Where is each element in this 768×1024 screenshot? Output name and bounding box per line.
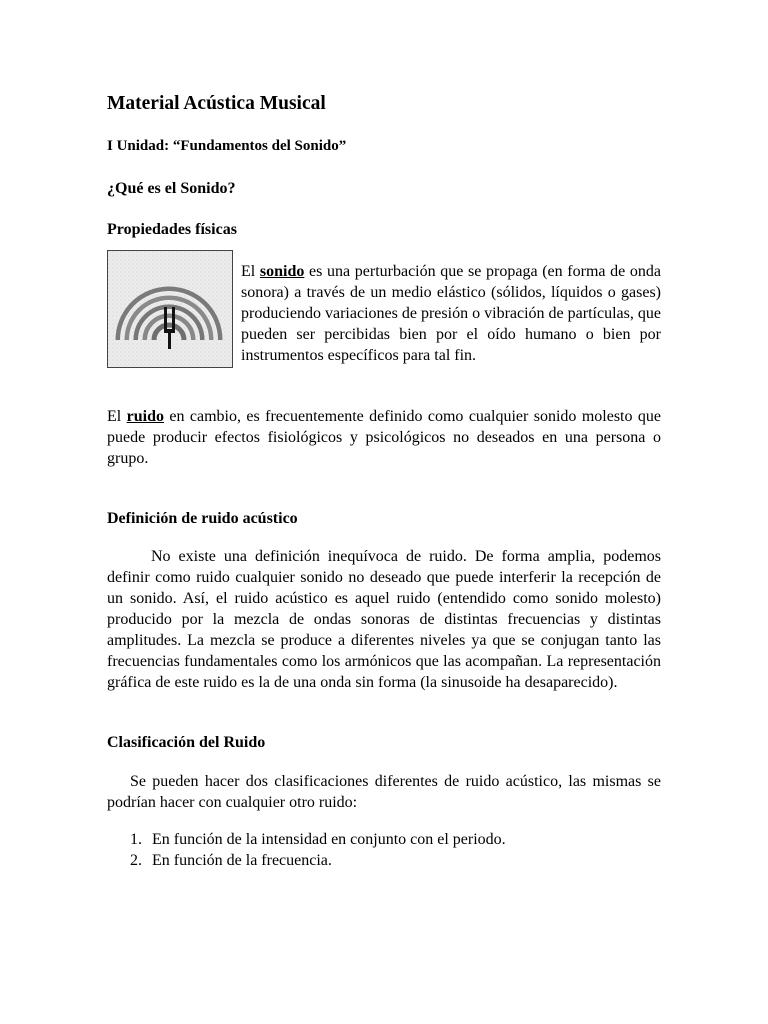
list-number: 1. [130, 831, 142, 848]
list-number: 2. [130, 852, 142, 869]
section-heading-classification: Clasificación del Ruido [107, 734, 266, 751]
keyword-sonido: sonido [259, 263, 305, 280]
list-item-text: En función de la frecuencia. [152, 852, 332, 869]
document-title: Material Acústica Musical [107, 93, 326, 114]
classification-paragraph [107, 771, 661, 813]
question-heading: ¿Qué es el Sonido? [107, 180, 236, 197]
paragraph-text: No existe una definición inequívoca de ruido. De forma amplia, podemos definir como ruido cualquier sonido no deseado que puede interferir la recepción de un sonido. Así, el ruido acústico es aquel ruido (entendido como sonido molesto) producido por la mezcla de ondas sonoras de distintas frecuencias y distintas amplitudes. La mezcla se produce a diferentes niveles ya que se conjugan tanto las frecuencias fundamentales como los armónicos que las acompañan. La representación gráfica de este ruido es la de una onda sin forma (la sinusoide ha desaparecido). [107, 548, 661, 691]
section-heading-properties: Propiedades físicas [107, 221, 237, 238]
ruido-paragraph [107, 406, 661, 469]
list-item-text: En función de la intensidad en conjunto con el periodo. [152, 831, 506, 848]
sonido-paragraph [241, 261, 661, 366]
list-item [107, 850, 506, 871]
classification-list [107, 829, 506, 871]
keyword-ruido: ruido [126, 408, 164, 425]
list-item [107, 829, 506, 850]
paragraph-text: es una perturbación que se propaga (en forma de onda sonora) a través de un medio elástico (sólidos, líquidos o gases) produciendo variaciones de presión o vibración de partículas, que pueden ser percibidas bien por el oído humano o bien por instrumentos específicos para tal fin. [241, 263, 662, 364]
section-heading-definition: Definición de ruido acústico [107, 510, 298, 527]
unit-heading: I Unidad: “Fundamentos del Sonido” [107, 138, 347, 154]
definition-paragraph [107, 546, 661, 693]
paragraph-text: El [241, 263, 260, 280]
tuning-fork-sound-waves-icon [107, 250, 233, 368]
paragraph-text: en cambio, es frecuentemente definido como cualquier sonido molesto que puede producir efectos fisiológicos y psicológicos no deseados en una persona o grupo. [107, 408, 662, 467]
paragraph-text: El [107, 408, 127, 425]
paragraph-text: Se pueden hacer dos clasificaciones diferentes de ruido acústico, las mismas se podrían hacer con cualquier otro ruido: [107, 773, 661, 811]
